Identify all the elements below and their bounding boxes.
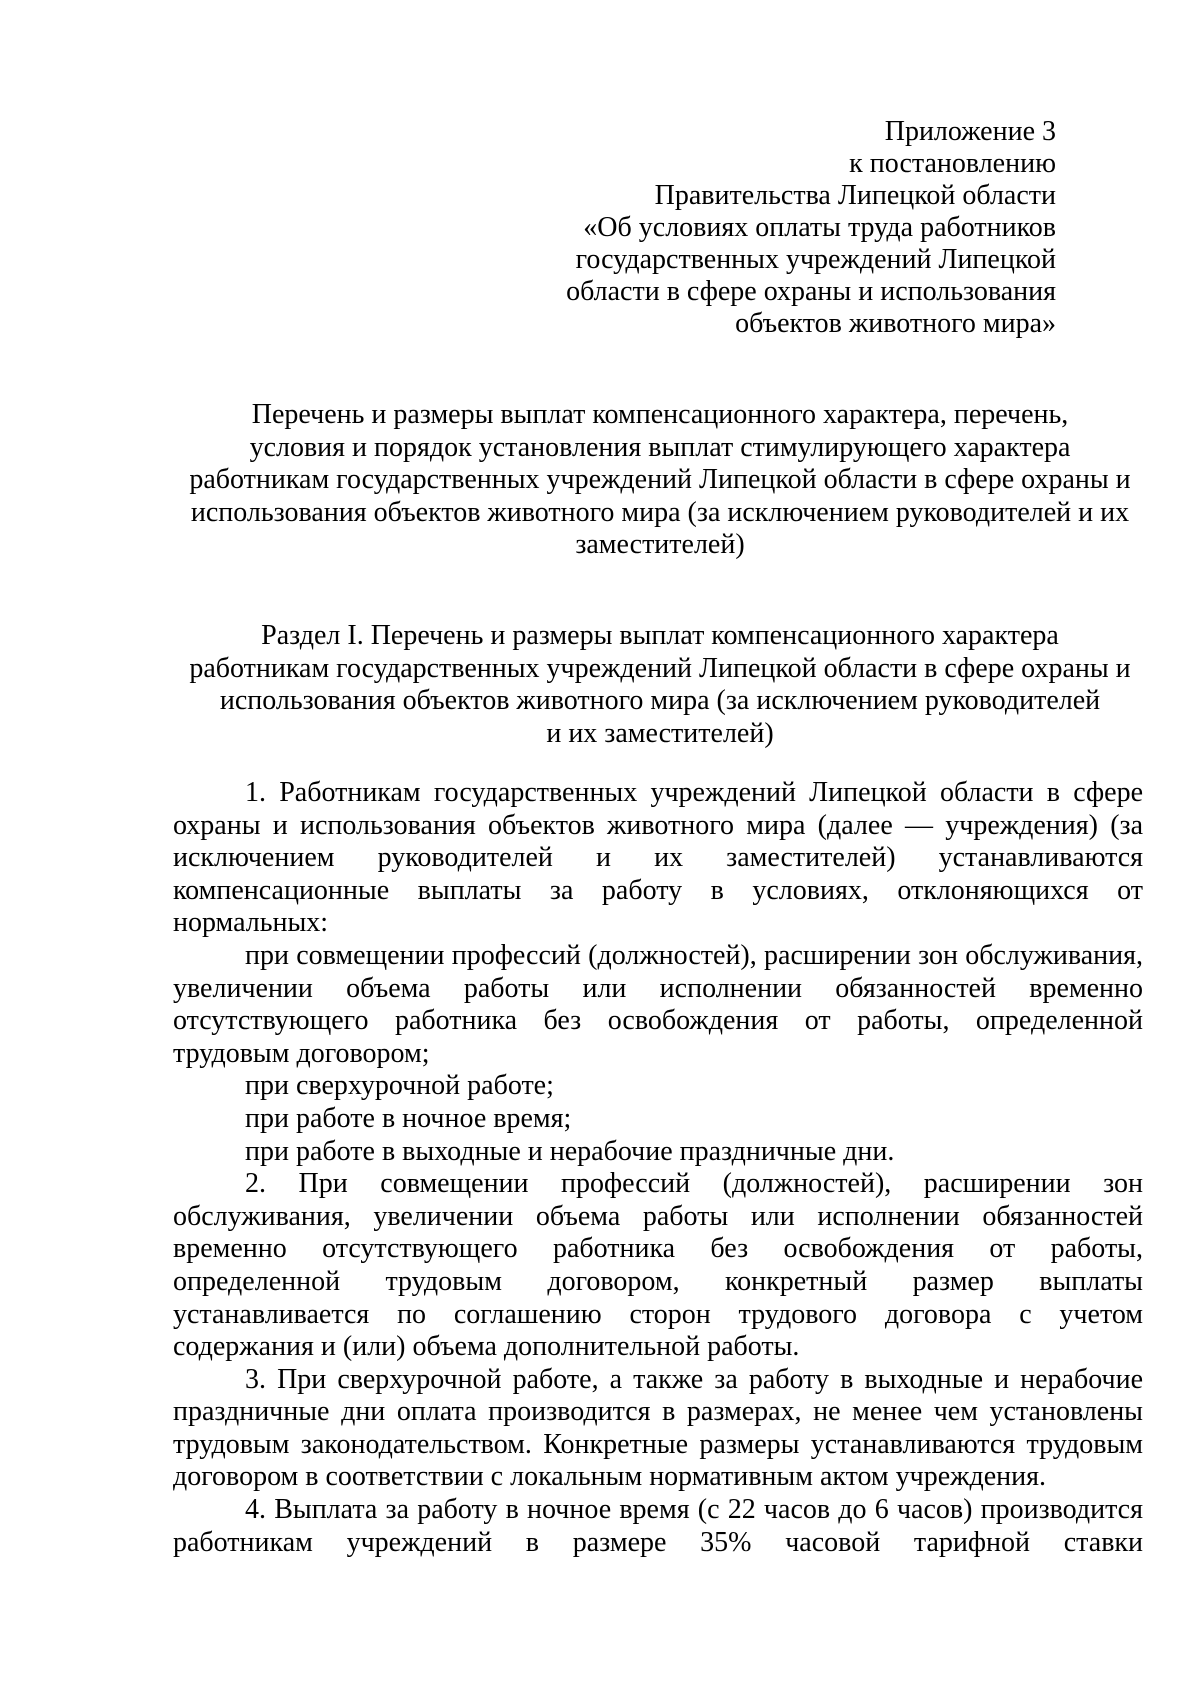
appendix-line: «Об условиях оплаты труда работников bbox=[583, 212, 1056, 243]
title-line: условия и порядок установления выплат стимулирующего характера bbox=[249, 431, 1071, 463]
appendix-line: объектов животного мира» bbox=[735, 308, 1056, 339]
appendix-line: Приложение 3 bbox=[884, 116, 1056, 147]
section-line: Раздел I. Перечень и размеры выплат компенсационного характера bbox=[261, 620, 1059, 651]
paragraph-1: 1. Работникам государственных учреждений Липецкой области в сфере охраны и использования объектов животного мира (далее — учреждения) (за исключением руководителей и их заместителей) устанавливаются компенсационные выплаты за работу в условиях, отклоняющихся от нормальных: bbox=[173, 777, 1143, 939]
appendix-line: Правительства Липецкой области bbox=[654, 180, 1056, 211]
section-line: и их заместителей) bbox=[546, 717, 774, 749]
list-item-overtime: при сверхурочной работе; bbox=[245, 1070, 554, 1102]
section-line: использования объектов животного мира (за исключением руководителей bbox=[219, 685, 1101, 716]
title-line: использования объектов животного мира (за исключением руководителей и их bbox=[190, 496, 1130, 528]
list-item-holidays: при работе в выходные и нерабочие праздничные дни. bbox=[245, 1135, 895, 1167]
list-item-night: при работе в ночное время; bbox=[245, 1102, 572, 1134]
appendix-line: к постановлению bbox=[849, 148, 1056, 179]
document-title bbox=[170, 399, 1150, 562]
appendix-line: области в сфере охраны и использования bbox=[566, 276, 1056, 307]
list-item-combining: при совмещении профессий (должностей), расширении зон обслуживания, увеличении объема работы или исполнении обязанностей временно отсутствующего работника без освобождения от работы, определенной трудовым договором; bbox=[173, 939, 1143, 1069]
document-body bbox=[173, 777, 1143, 1559]
title-line: Перечень и размеры выплат компенсационного характера, перечень, bbox=[251, 399, 1069, 430]
section-line: работникам государственных учреждений Липецкой области в сфере охраны и bbox=[189, 652, 1131, 684]
paragraph-2: 2. При совмещении профессий (должностей), расширении зон обслуживания, увеличении объема работы или исполнении обязанностей временно отсутствующего работника без освобождения от работы, определенной трудовым договором, конкретный размер выплаты устанавливается по соглашению сторон трудового договора с учетом содержания и (или) объема дополнительной работы. bbox=[173, 1168, 1143, 1363]
title-line: работникам государственных учреждений Липецкой области в сфере охраны и bbox=[189, 464, 1131, 495]
paragraph-3: 3. При сверхурочной работе, а также за работу в выходные и нерабочие праздничные дни оплата производится в размерах, не менее чем установлены трудовым законодательством. Конкретные размеры устанавливаются трудовым договором в соответствии с локальным нормативным актом учреждения. bbox=[173, 1363, 1143, 1493]
title-line: заместителей) bbox=[575, 529, 745, 560]
paragraph-4: 4. Выплата за работу в ночное время (с 22 часов до 6 часов) производится работникам учреждений в размере 35% часовой тарифной ставки bbox=[173, 1494, 1143, 1558]
appendix-header bbox=[566, 116, 1056, 340]
appendix-line: государственных учреждений Липецкой bbox=[575, 244, 1056, 275]
section-heading bbox=[170, 620, 1150, 750]
